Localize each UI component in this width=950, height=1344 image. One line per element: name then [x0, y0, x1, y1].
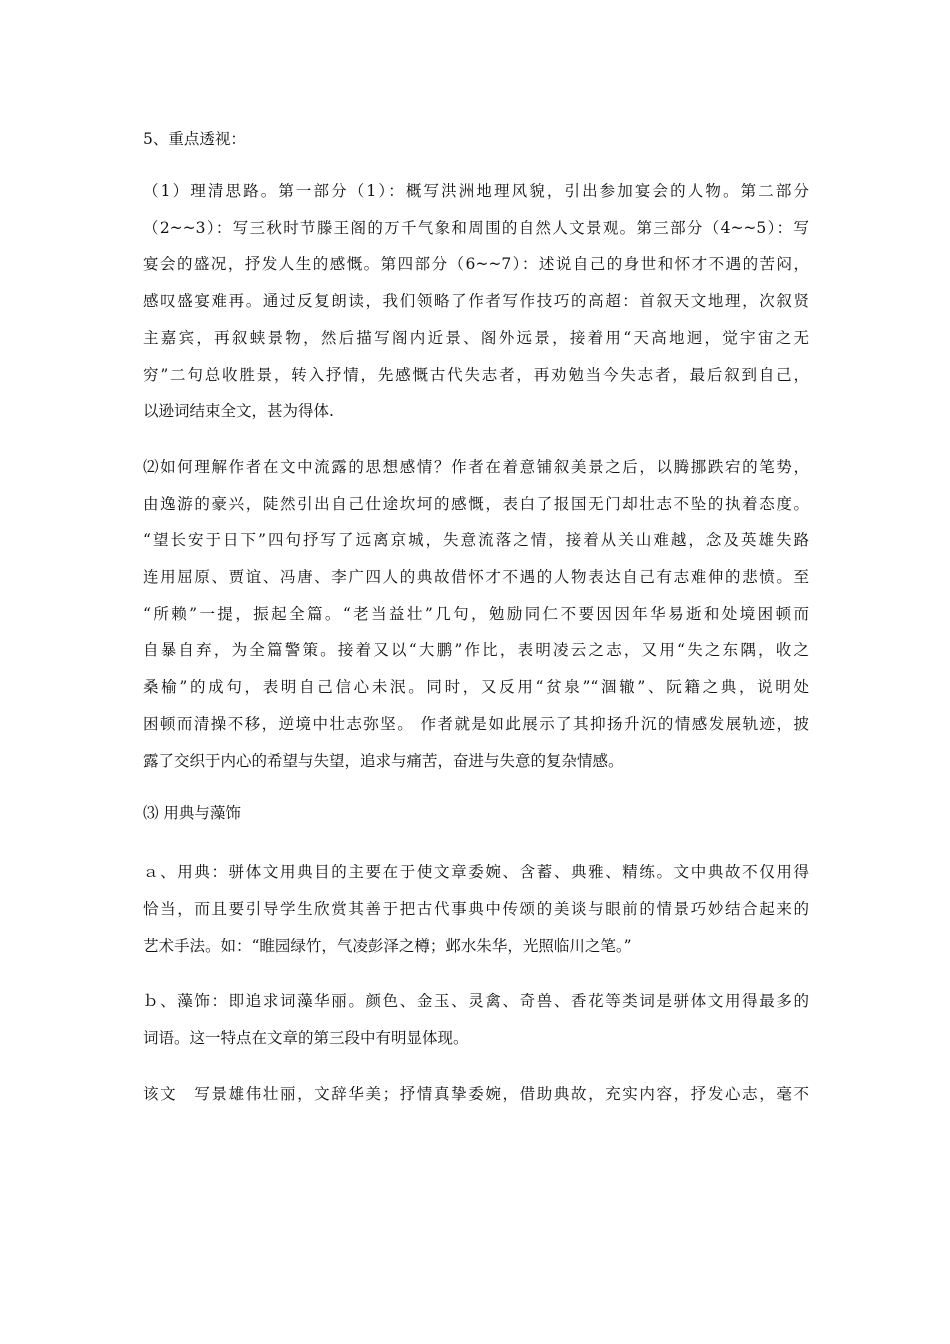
text-line: ａ、用典：骈体文用典目的主要在于使文章委婉、含蓄、典雅、精练。文中典故不仅用得 — [143, 863, 809, 882]
text-line: （1）理清思路。第一部分（1）：概写洪洲地理风貌，引出参加宴会的人物。第二部分 — [143, 182, 809, 200]
paragraph-ornament — [143, 983, 809, 1056]
paragraph-summary — [143, 1076, 809, 1113]
text-line: 连用屈原、贾谊、冯唐、李广四人的典故借怀才不遇的人物表达自己有志难伸的悲愤。至 — [143, 568, 809, 587]
text-line: 困顿而清操不移，逆境中壮志弥坚。 作者就是如此展示了其抑扬升沉的情感发展轨迹，披 — [143, 714, 809, 733]
text-line: 感叹盛宴难再。通过反复朗读，我们领略了作者写作技巧的高超：首叙天文地理，次叙贤 — [143, 292, 809, 311]
text-line: 自暴自弃，为全篇警策。接着又以“大鹏”作比，表明凌云之志，又用“失之东隅，收之 — [143, 641, 809, 660]
text-line: ⑵如何理解作者在文中流露的思想感情？作者在着意铺叙美景之后，以腾挪跌宕的笔势， — [143, 457, 809, 476]
text-line: 以逊词结束全文，甚为得体. — [143, 402, 334, 421]
text-line: ｂ、藻饰：即追求词藻华丽。颜色、金玉、灵禽、奇兽、香花等类词是骈体文用得最多的 — [143, 992, 809, 1011]
text-line: 桑榆”的成句，表明自己信心未泯。同时，又反用“贫泉”“涸辙”、阮籍之典，说明处 — [143, 678, 809, 697]
text-line: “所赖”一提，振起全篇。“老当益壮”几句，勉励同仁不要因因年华易逝和处境困顿而 — [143, 604, 809, 623]
text-line: 艺术手法。如：“睢园绿竹，气凌彭泽之樽；邺水朱华，光照临川之笔。” — [143, 936, 632, 955]
text-line: 宴会的盛况，抒发人生的感慨。第四部分（6~~7）：述说自己的身世和怀才不遇的苦闷， — [143, 255, 809, 274]
section-heading: 5、重点透视： — [143, 130, 246, 148]
document-page — [143, 124, 809, 1131]
subheading-allusion: ⑶ 用典与藻饰 — [143, 804, 241, 823]
text-line: 恰当，而且要引导学生欣赏其善于把古代事典中传颂的美谈与眼前的情景巧妙结合起来的 — [143, 899, 809, 918]
paragraph-emotion — [143, 449, 809, 779]
text-line: 词语。这一特点在文章的第三段中有明显体现。 — [143, 1029, 469, 1048]
text-line: “望长安于日下”四句抒写了远离京城，失意流落之情，接着从关山难越，念及英雄失路 — [143, 531, 809, 550]
text-line: （2~~3）：写三秋时节滕王阁的万千气象和周围的自然人文景观。第三部分（4~~5）：写 — [143, 218, 809, 237]
text-line: 由逸游的豪兴，陡然引出自己仕途坎坷的感慨，表白了报国无门却壮志不坠的执着态度。 — [143, 494, 809, 513]
paragraph-structure — [143, 173, 809, 430]
text-line: 穷”二句总收胜景，转入抒情，先感慨古代失志者，再劝勉当今失志者，最后叙到自己， — [143, 365, 809, 384]
paragraph-allusion — [143, 854, 809, 964]
text-line: 该文 写景雄伟壮丽，文辞华美；抒情真挚委婉，借助典故，充实内容，抒发心志，毫不 — [143, 1084, 809, 1103]
text-line: 露了交织于内心的希望与失望，追求与痛苦，奋进与失意的复杂情感。 — [143, 751, 624, 770]
text-line: 主嘉宾，再叙蛱景物，然后描写阁内近景、阁外远景，接着用“天高地迥，觉宇宙之无 — [143, 328, 809, 347]
